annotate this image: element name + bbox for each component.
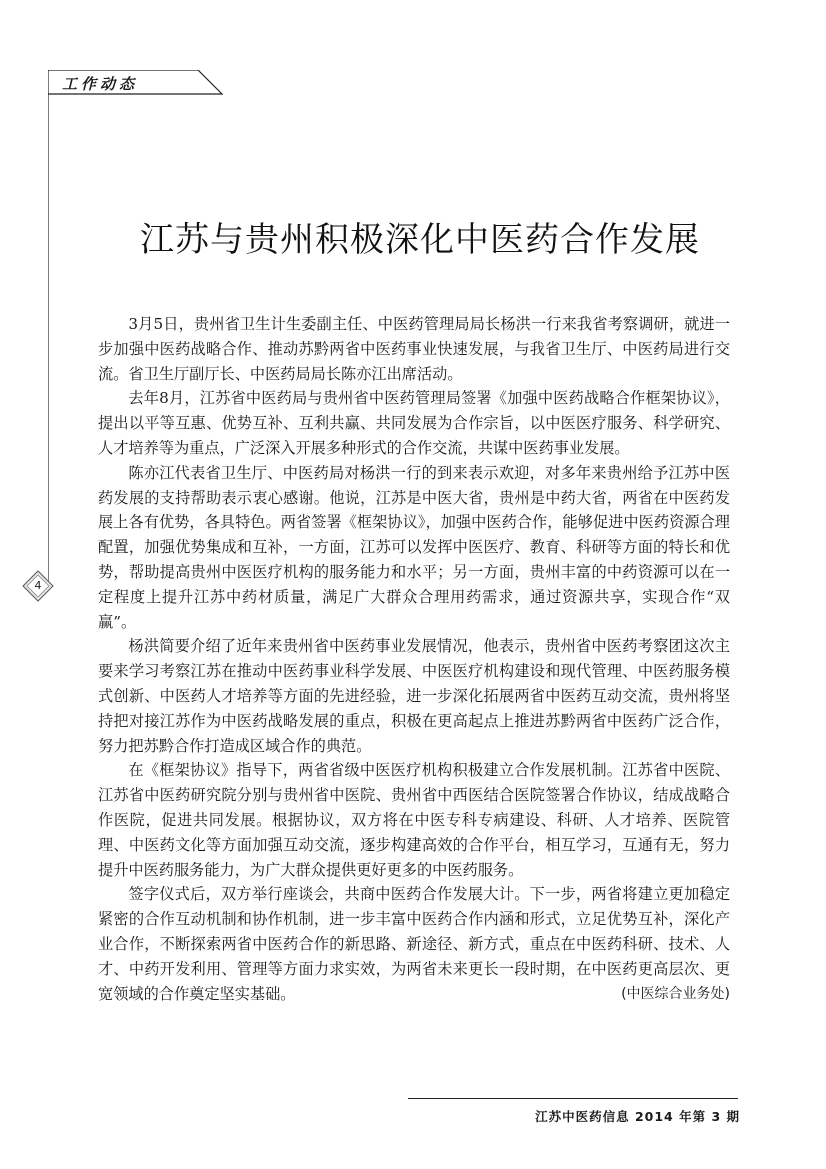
paragraph: 在《框架协议》指导下，两省省级中医医疗机构积极建立合作发展机制。江苏省中医院、江苏省中医药研究院分别与贵州省中医院、贵州省中西医结合医院签署合作协议，结成战略合作医院，促进共同发展。根据协议，双方将在中医专科专病建设、科研、人才培养、医院管理、中医药文化等方面加强互动交流，逐步构建高效的合作平台，相互学习，互通有无，努力提升中医药服务能力，为广大群众提供更好更多的中医药服务。 — [98, 761, 730, 879]
article-source: (中医综合业务处) — [621, 985, 730, 1002]
paragraph: 3月5日，贵州省卫生计生委副主任、中医药管理局局长杨洪一行来我省考察调研，就进一步加强中医药战略合作、推动苏黔两省中医药事业快速发展，与我省卫生厅、中医药局进行交流。省卫生厅副厅长、中医药局局长陈亦江出席活动。 — [98, 315, 730, 383]
footer-rule — [408, 1098, 738, 1099]
paragraph: 去年8月，江苏省中医药局与贵州省中医药管理局签署《加强中医药战略合作框架协议》，提出以平等互惠、优势互补、互利共赢、共同发展为合作宗旨，以中医医疗服务、科学研究、人才培养等为重点，广泛深入开展多种形式的合作交流，共谋中医药事业发展。 — [98, 389, 730, 457]
paragraph: 陈亦江代表省卫生厅、中医药局对杨洪一行的到来表示欢迎，对多年来贵州给予江苏中医药发展的支持帮助表示衷心感谢。他说，江苏是中医大省，贵州是中药大省，两省在中医药发展上各有优势，各具特色。两省签署《框架协议》，加强中医药合作，能够促进中医药资源合理配置，加强优势集成和互补，一方面，江苏可以发挥中医医疗、教育、科研等方面的特长和优势，帮助提高贵州中医医疗机构的服务能力和水平；另一方面，贵州丰富的中药资源可以在一定程度上提升江苏中药材质量，满足广大群众合理用药需求，通过资源共享，实现合作“双赢”。 — [98, 463, 730, 631]
article-body — [98, 312, 730, 1006]
paragraph-text: 签字仪式后，双方举行座谈会，共商中医药合作发展大计。下一步，两省将建立更加稳定紧密的合作互动机制和协作机制，进一步丰富中医药合作内涵和形式，立足优势互补，深化产业合作，不断探索两省中医药合作的新思路、新途径、新方式，重点在中医药科研、技术、人才、中药开发利用、管理等方面力求实效，为两省未来更长一段时期，在中医药更高层次、更宽领域的合作奠定坚实基础。 — [98, 885, 730, 1003]
journal-footer: 江苏中医药信息 2014 年第 3 期 — [535, 1109, 740, 1124]
paragraph — [98, 882, 730, 1006]
page-number: 4 — [34, 579, 42, 592]
paragraph: 杨洪简要介绍了近年来贵州省中医药事业发展情况，他表示，贵州省中医药考察团这次主要来学习考察江苏在推动中医药事业科学发展、中医医疗机构建设和现代管理、中医药服务模式创新、中医药人才培养等方面的先进经验，进一步深化拓展两省中医药互动交流，贵州将坚持把对接江苏作为中医药战略发展的重点，积极在更高起点上推进苏黔两省中医药广泛合作，努力把苏黔合作打造成区域合作的典范。 — [98, 637, 730, 755]
article-title: 江苏与贵州积极深化中医药合作发展 — [140, 220, 700, 260]
section-label: 工作动态 — [62, 75, 139, 93]
